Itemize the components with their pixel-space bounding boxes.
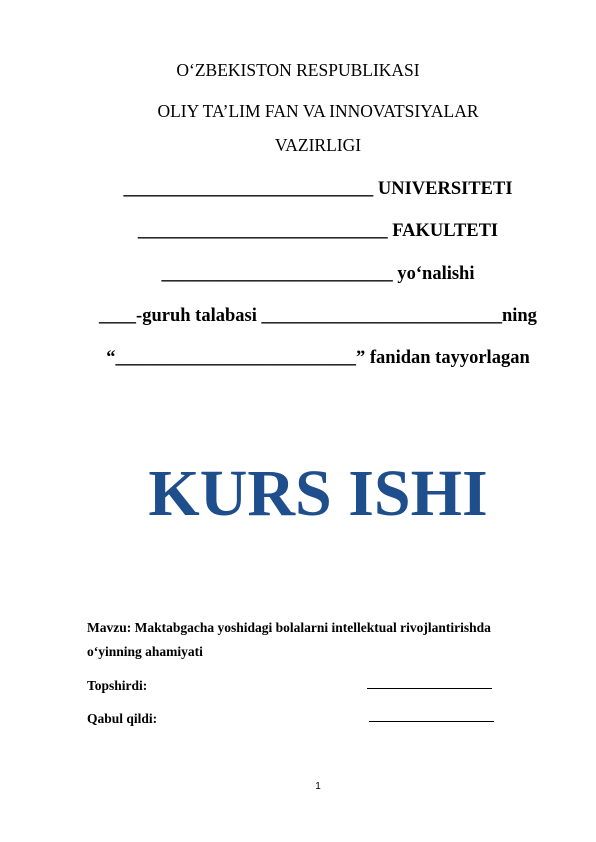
faculty-field: ___________________________ FAKULTETI [137,221,499,241]
submitted-signature-line [367,688,492,689]
header-line-1: O‘ZBEKISTON RESPUBLIKASI [176,60,420,80]
topic-line-2: o‘yinning ahamiyati [87,644,203,659]
header-line-3: VAZIRLIGI [274,135,362,155]
accepted-signature-line [369,721,494,722]
header-line-2: OLIY TA’LIM FAN VA INNOVATSIYALAR [157,101,479,121]
topic-line-1: Mavzu: Maktabgacha yoshidagi bolalarni intellektual rivojlantirishda [87,620,491,635]
university-field: ___________________________ UNIVERSITETI [123,179,513,199]
subject-field: “__________________________” fanidan tayyorlagan [106,348,530,368]
submitted-label: Topshirdi: [87,678,148,693]
accepted-label: Qabul qildi: [87,711,158,726]
document-title: KURS ISHI [148,457,488,530]
student-field: ____-guruh talabasi __________________________ning [99,306,537,326]
page-number: 1 [315,781,321,792]
direction-field: _________________________ yo‘nalishi [161,264,475,284]
